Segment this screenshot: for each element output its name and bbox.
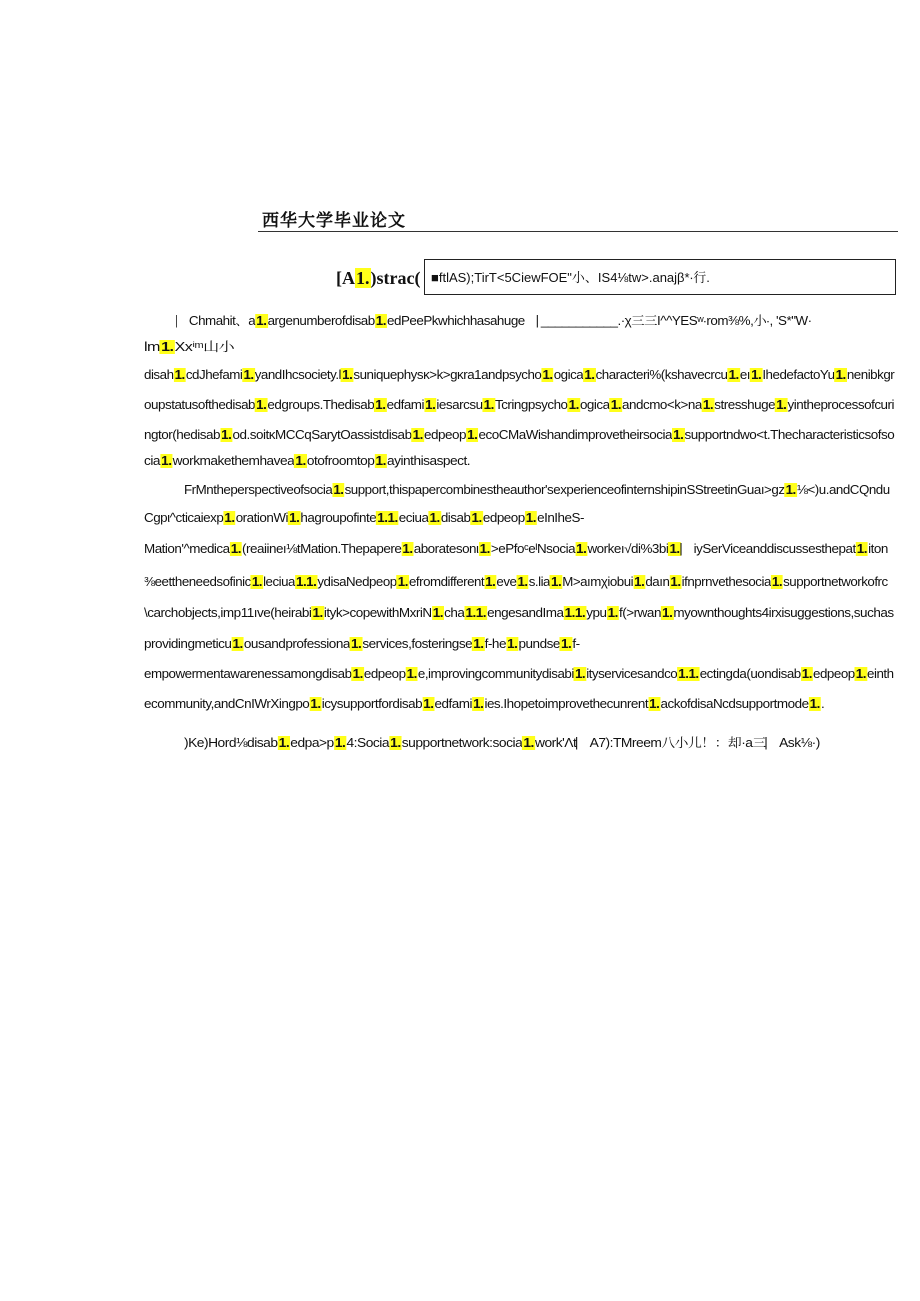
line-text: iesarcsu bbox=[436, 398, 483, 412]
line-text: edpeop bbox=[363, 667, 406, 681]
line-text: f- bbox=[572, 637, 580, 651]
highlighted-text: 1. bbox=[574, 667, 586, 681]
highlighted-text: 1. bbox=[751, 368, 762, 382]
line-text: ousandprofessiona bbox=[243, 637, 350, 651]
highlighted-text: 1. bbox=[352, 667, 363, 681]
line-text: )Ke)Hord⅛disab bbox=[184, 736, 278, 750]
highlighted-text: 1. bbox=[483, 398, 494, 412]
highlighted-text: 1. bbox=[525, 511, 537, 525]
line-text: Cgpι^cticaiexp bbox=[144, 511, 224, 525]
line-text: lm bbox=[144, 340, 160, 354]
highlighted-text: 1. bbox=[289, 511, 300, 525]
highlighted-text: 1. bbox=[673, 428, 684, 442]
highlighted-text: 1. bbox=[232, 637, 243, 651]
highlighted-text: 1. bbox=[256, 314, 267, 328]
abstract-line bbox=[144, 454, 470, 468]
line-text: ⎸iySerViceanddiscussesthepat bbox=[680, 542, 856, 556]
highlighted-text: 1. bbox=[224, 511, 235, 525]
line-text: ackofdisaNcdsupportmode bbox=[660, 697, 809, 711]
highlighted-text: 1. bbox=[295, 454, 306, 468]
thesis-header-title: 西华大学毕业论文 bbox=[262, 211, 406, 231]
abstract-heading-highlight: 1. bbox=[356, 268, 370, 288]
abstract-heading bbox=[336, 268, 420, 289]
highlighted-text: 1. bbox=[402, 542, 413, 556]
abstract-line bbox=[144, 511, 584, 525]
line-text: s.lia bbox=[528, 575, 550, 589]
line-text: hagroupofinte bbox=[300, 511, 377, 525]
highlighted-text: 1. bbox=[406, 667, 417, 681]
abstract-line bbox=[144, 428, 894, 442]
highlighted-text: 1. bbox=[333, 483, 344, 497]
line-text: edgroups.Thedisab bbox=[267, 398, 375, 412]
line-text: ecoCMaWishandimprovetheirsocia bbox=[478, 428, 673, 442]
highlighted-text: 1.1. bbox=[296, 575, 317, 589]
line-text: od.soitκMCCqSarytOassistdisab bbox=[232, 428, 412, 442]
line-text: edPeePkwhichhasahuge⎹ ___________.·χ三三I^^YESʷ∙rom⅜%,小∙, 'S*"W· bbox=[387, 314, 812, 328]
line-text: eInIheS- bbox=[537, 511, 584, 525]
abstract-line bbox=[144, 368, 894, 382]
line-text: edfami bbox=[434, 697, 473, 711]
abstract-line bbox=[176, 311, 812, 329]
line-text: ogica bbox=[553, 368, 584, 382]
line-text: otofroomtop bbox=[306, 454, 375, 468]
highlighted-text: 1. bbox=[375, 314, 386, 328]
line-text: andcmo<k>na bbox=[622, 398, 702, 412]
line-text: leciua bbox=[263, 575, 295, 589]
line-text: ydisaNedpeop bbox=[317, 575, 397, 589]
line-text: IhedefactoYu bbox=[762, 368, 835, 382]
line-text: ⎸Chmahit、a bbox=[176, 314, 256, 328]
line-text: argenumberofdisab bbox=[267, 314, 375, 328]
highlighted-text: 1. bbox=[312, 606, 323, 620]
highlighted-text: 1. bbox=[350, 637, 362, 651]
highlighted-text: 1. bbox=[561, 637, 572, 651]
line-text: ityk>copewithMxriN bbox=[323, 606, 432, 620]
abstract-line bbox=[144, 606, 894, 620]
highlighted-text: 1. bbox=[425, 398, 436, 412]
line-text: edpeop bbox=[813, 667, 855, 681]
line-text: ogica bbox=[579, 398, 610, 412]
highlighted-text: 1. bbox=[610, 398, 621, 412]
line-text: \carchobjects,imp11ıve(heirabi bbox=[144, 606, 312, 620]
abstract-line bbox=[144, 542, 888, 557]
abstract-heading-suffix: )strac( bbox=[370, 268, 421, 288]
line-text: supportnetwork:socia bbox=[401, 736, 523, 750]
line-text: yandIhcsociety.l bbox=[254, 368, 342, 382]
highlighted-text: 1. bbox=[467, 428, 478, 442]
highlighted-text: 1. bbox=[390, 736, 401, 750]
abstract-title-box: ■ftlAS);TirT<5CiewFOE"小、IS4⅛tw>.anajβ*∙行. bbox=[424, 259, 896, 295]
highlighted-text: 1. bbox=[542, 368, 553, 382]
highlighted-text: 1. bbox=[809, 697, 820, 711]
highlighted-text: 1. bbox=[342, 368, 353, 382]
highlighted-text: 1. bbox=[728, 368, 739, 382]
header-rule bbox=[258, 231, 898, 232]
line-text: f-he bbox=[484, 637, 506, 651]
line-text: edfami bbox=[386, 398, 425, 412]
line-text: workeı√di%3bi bbox=[587, 542, 669, 556]
highlighted-text: 1. bbox=[584, 368, 595, 382]
highlighted-text: 1. bbox=[634, 575, 645, 589]
highlighted-text: 1. bbox=[161, 454, 172, 468]
line-text: yintheprocessofcuri bbox=[787, 398, 895, 412]
highlighted-text: 1. bbox=[174, 368, 185, 382]
line-text: work'Λt⎸A7):TMreem八小儿！：却·a三⎸Ask⅛·) bbox=[534, 736, 820, 750]
line-text: suniquephysκ>k>gκra1andpsycho bbox=[353, 368, 542, 382]
highlighted-text: 1.1. bbox=[377, 511, 398, 525]
line-text: ⅛<)u.andCQndu bbox=[796, 483, 890, 497]
highlighted-text: 1.1. bbox=[465, 606, 487, 620]
highlighted-text: 1. bbox=[517, 575, 528, 589]
highlighted-text: 1. bbox=[429, 511, 440, 525]
highlighted-text: 1. bbox=[776, 398, 787, 412]
abstract-line bbox=[184, 733, 820, 751]
highlighted-text: 1. bbox=[507, 637, 518, 651]
line-text: ngtor(hedisab bbox=[144, 428, 221, 442]
line-text: nenibkgr bbox=[846, 368, 895, 382]
line-text: eı bbox=[739, 368, 750, 382]
highlighted-text: 1. bbox=[835, 368, 846, 382]
line-text: services,fosteringse bbox=[362, 637, 473, 651]
line-text: empowermentawarenessamongdisab bbox=[144, 667, 352, 681]
abstract-line bbox=[184, 483, 890, 497]
highlighted-text: 1. bbox=[161, 340, 174, 354]
line-text: edpa>p bbox=[290, 736, 334, 750]
line-text: oupstatusofthedisab bbox=[144, 398, 256, 412]
line-text: icysupportfordisab bbox=[321, 697, 423, 711]
highlighted-text: 1. bbox=[334, 736, 346, 750]
highlighted-text: 1. bbox=[801, 667, 812, 681]
line-text: cia bbox=[144, 454, 161, 468]
line-text: support,thispapercombinestheauthor'sexperienceofinternshipinSStreetinGuaı>gz bbox=[344, 483, 785, 497]
line-text: ies.Ihopetoimprovethecunrent bbox=[484, 697, 649, 711]
highlighted-text: 1. bbox=[856, 542, 868, 556]
highlighted-text: 1. bbox=[702, 398, 714, 412]
highlighted-text: 1. bbox=[278, 736, 290, 750]
line-text: (reaiineı⅛tMation.Thepapere bbox=[242, 542, 402, 556]
line-text: characteri%(kshavecrcu bbox=[595, 368, 728, 382]
line-text: M>aımχiobui bbox=[562, 575, 634, 589]
highlighted-text: 1. bbox=[473, 697, 484, 711]
line-text: pundse bbox=[518, 637, 560, 651]
highlighted-text: 1. bbox=[412, 428, 423, 442]
line-text: ityservicesandco bbox=[586, 667, 678, 681]
highlighted-text: 1. bbox=[649, 697, 660, 711]
highlighted-text: 1. bbox=[375, 398, 386, 412]
line-text: eve bbox=[496, 575, 517, 589]
highlighted-text: 1. bbox=[551, 575, 562, 589]
line-text: disah bbox=[144, 368, 174, 382]
highlighted-text: 1. bbox=[670, 575, 681, 589]
highlighted-text: 1. bbox=[221, 428, 232, 442]
line-text: supportnetworkofrc bbox=[783, 575, 888, 589]
line-text: daın bbox=[645, 575, 670, 589]
line-text: Tcringpsycho bbox=[494, 398, 568, 412]
line-text: . bbox=[820, 697, 825, 711]
highlighted-text: 1. bbox=[432, 606, 444, 620]
highlighted-text: 1. bbox=[607, 606, 618, 620]
highlighted-text: 1. bbox=[471, 511, 482, 525]
highlighted-text: 1. bbox=[523, 736, 534, 750]
abstract-heading-prefix: [A bbox=[336, 268, 355, 288]
line-text: supportndwo<t.Thecharacteristicsofso bbox=[684, 428, 895, 442]
highlighted-text: 1. bbox=[669, 542, 680, 556]
abstract-line bbox=[144, 575, 888, 589]
line-text: ecommunity,andCnIWrXingpo bbox=[144, 697, 310, 711]
line-text: edpeop bbox=[482, 511, 525, 525]
line-text: >ePfoᶜeᴵNsocia bbox=[490, 542, 576, 556]
line-text: Xxⁱᵐ山小 bbox=[174, 340, 235, 354]
line-text: ayinthisaspect. bbox=[387, 454, 471, 468]
line-text: engesandIma bbox=[487, 606, 564, 620]
line-text: eciua bbox=[398, 511, 429, 525]
line-text: disab bbox=[440, 511, 471, 525]
highlighted-text: 1. bbox=[397, 575, 408, 589]
abstract-line bbox=[144, 697, 824, 711]
highlighted-text: 1. bbox=[662, 606, 673, 620]
line-text: ⅜eettheneedsofinic bbox=[144, 575, 251, 589]
line-text: orationWi bbox=[235, 511, 289, 525]
line-text: cha bbox=[444, 606, 465, 620]
highlighted-text: 1.1. bbox=[564, 606, 586, 620]
highlighted-text: 1. bbox=[568, 398, 579, 412]
line-text: efromdifferent bbox=[408, 575, 485, 589]
line-text: iton bbox=[868, 542, 888, 556]
highlighted-text: 1. bbox=[576, 542, 587, 556]
line-text: ypu bbox=[586, 606, 607, 620]
line-text: FrMntheperspectiveofsocia bbox=[184, 483, 333, 497]
line-text: Mation'^medica bbox=[144, 542, 230, 556]
line-text: edpeop bbox=[424, 428, 467, 442]
highlighted-text: 1. bbox=[785, 483, 796, 497]
highlighted-text: 1. bbox=[479, 542, 490, 556]
abstract-line bbox=[144, 667, 894, 681]
abstract-line bbox=[144, 337, 234, 355]
line-text: einth bbox=[867, 667, 894, 681]
highlighted-text: 1. bbox=[771, 575, 783, 589]
line-text: 4:Socia bbox=[346, 736, 390, 750]
highlighted-text: 1. bbox=[251, 575, 262, 589]
abstract-line bbox=[144, 398, 894, 412]
line-text: stresshuge bbox=[714, 398, 776, 412]
highlighted-text: 1. bbox=[243, 368, 254, 382]
line-text: f(>rwan bbox=[619, 606, 661, 620]
highlighted-text: 1. bbox=[256, 398, 267, 412]
line-text: e,improvingcommunitydisabi bbox=[417, 667, 574, 681]
highlighted-text: 1. bbox=[423, 697, 434, 711]
line-text: aboratesonι bbox=[413, 542, 479, 556]
highlighted-text: 1. bbox=[375, 454, 386, 468]
highlighted-text: 1.1. bbox=[678, 667, 699, 681]
line-text: cdJhefami bbox=[185, 368, 243, 382]
line-text: myownthoughts4irxisuggestions,suchas bbox=[673, 606, 894, 620]
highlighted-text: 1. bbox=[230, 542, 241, 556]
highlighted-text: 1. bbox=[473, 637, 484, 651]
line-text: providingmeticu bbox=[144, 637, 232, 651]
line-text: ifnprnvethesocia bbox=[681, 575, 771, 589]
highlighted-text: 1. bbox=[485, 575, 496, 589]
abstract-line bbox=[144, 637, 580, 651]
highlighted-text: 1. bbox=[855, 667, 866, 681]
highlighted-text: 1. bbox=[310, 697, 321, 711]
line-text: ectingda(uondisab bbox=[699, 667, 801, 681]
line-text: workmakethemhavea bbox=[172, 454, 295, 468]
